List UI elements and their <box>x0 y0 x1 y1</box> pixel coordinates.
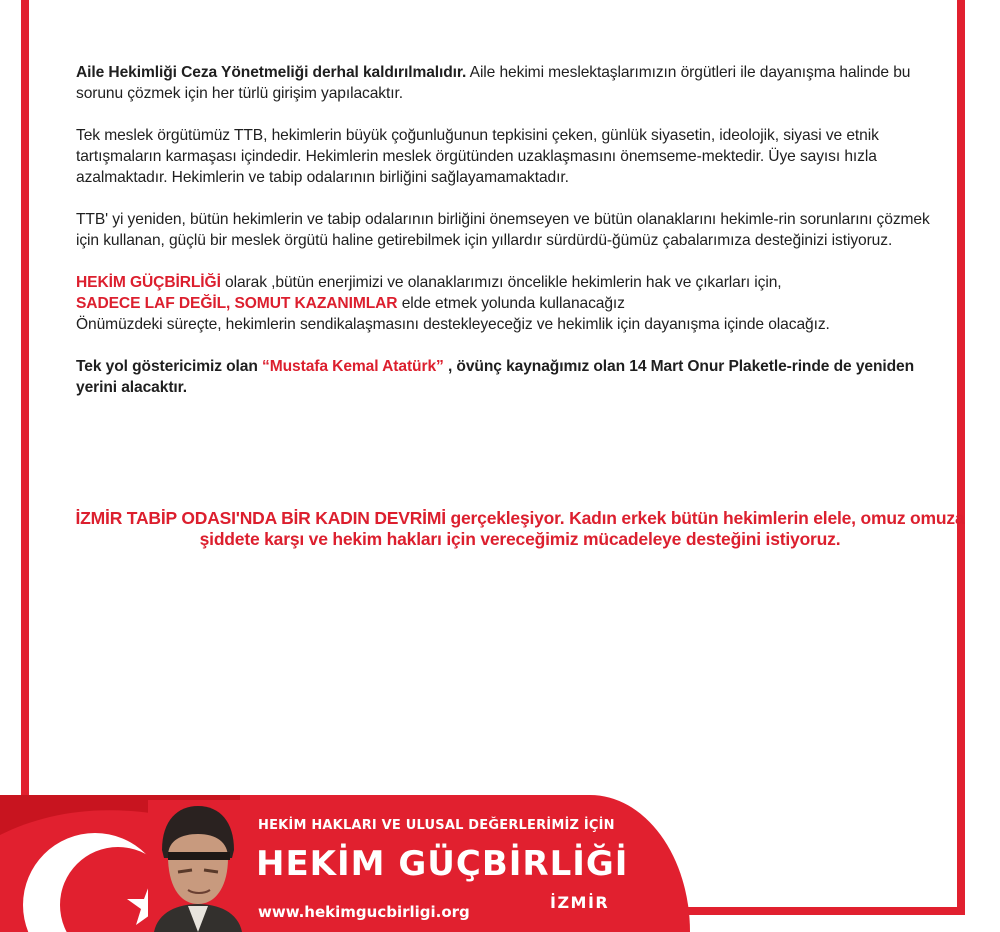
paragraph5-bold2: , övünç kaynağımız olan 14 Mart Onur Plaketle-rinde de yeniden yerini alacaktır. <box>76 358 915 396</box>
paragraph4-text3: Önümüzdeki süreçte, hekimlerin sendikalaşmasını destekleyeceğiz ve hekimlik için dayanışma içinde olacağız. <box>76 316 830 333</box>
paragraph1-text: Aile hekimi meslektaşlarımızın örgütleri ile dayanışma halinde bu sorunu çözmek için her türlü girişim yapılacaktır. <box>76 64 911 102</box>
paragraph-hekim-gucbirligi <box>76 272 946 335</box>
closing-statement: İZMİR TABİP ODASI'NDA BİR KADIN DEVRİMİ gerçekleşiyor. Kadın erkek bütün hekimlerin elele, omuz omuza şiddete karşı ve hekim hakları için vereceğimiz mücadeleye desteğini istiyoruz. <box>75 508 965 549</box>
paragraph5-bold1: Tek yol göstericimiz olan <box>76 358 263 375</box>
paragraph4-text2: elde etmek yolunda kullanacağız <box>397 295 625 312</box>
portrait-photo <box>148 800 244 932</box>
banner-city: İZMİR <box>550 893 610 912</box>
paragraph-ataturk <box>76 356 946 398</box>
paragraph1-bold: Aile Hekimliği Ceza Yönetmeliği derhal kaldırılmalıdır. <box>76 64 467 81</box>
paragraph4-red-slogan: SADECE LAF DEĞİL, SOMUT KAZANIMLAR <box>76 295 398 312</box>
paragraph-ttb-renewal <box>76 209 946 251</box>
banner-org-name: HEKİM GÜÇBİRLİĞİ <box>256 844 629 884</box>
paragraph4-red-heading: HEKİM GÜÇBİRLİĞİ <box>76 274 221 291</box>
letter-body <box>76 62 946 419</box>
paragraph2-text: Tek meslek örgütümüz TTB, hekimlerin büyük çoğunluğunun tepkisini çeken, günlük siyasetin, ideolojik, siyasi ve etnik tartışmaların karmaşası içindedir. Hekimlerin meslek örgütünden uzaklaşmasını önemseme-mektedir. Üye sayısı hızla azalmaktadır. Hekimlerin ve tabip odalarının birliğini sağlayamamaktadır. <box>76 127 879 186</box>
paragraph-family-medicine <box>76 62 946 104</box>
banner-slogan: HEKİM HAKLARI VE ULUSAL DEĞERLERİMİZ İÇİN <box>258 818 615 833</box>
banner-website-link[interactable]: www.hekimgucbirligi.org <box>258 903 470 921</box>
paragraph3-text: TTB' yi yeniden, bütün hekimlerin ve tabip odalarının birliğini önemseyen ve bütün olanaklarını hekimle-rin sorunlarını çözmek için kullanan, güçlü bir meslek örgütü haline getirebilmek için yıllardır sürdürdü-ğümüz çabalarımıza desteğinizi istiyoruz. <box>76 211 930 249</box>
paragraph4-text1: olarak ,bütün enerjimizi ve olanaklarımızı öncelikle hekimlerin hak ve çıkarları için, <box>220 274 782 291</box>
paragraph5-ataturk-name: “Mustafa Kemal Atatürk” <box>262 358 444 375</box>
paragraph-ttb-criticism <box>76 125 946 188</box>
